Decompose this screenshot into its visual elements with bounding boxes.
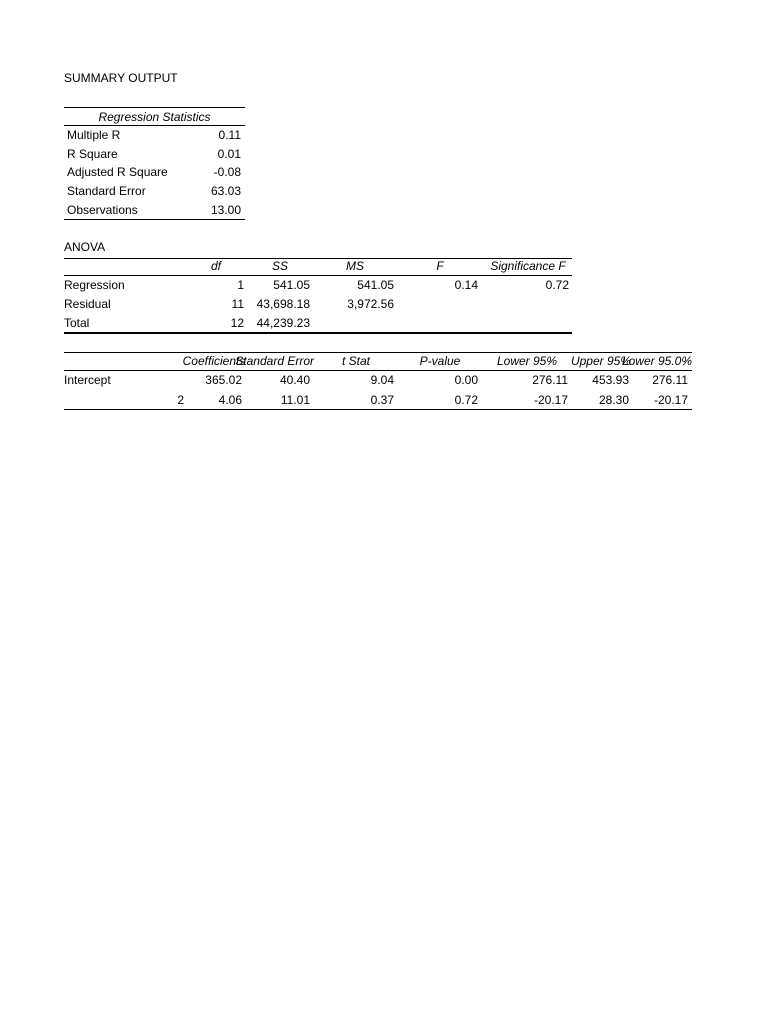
coef-header-p-value: P-value [419,354,461,368]
coef-header-std-error [235,354,314,368]
regstat-label-adj-r-square: Adjusted R Square [67,165,168,179]
anova-header-border [64,275,572,276]
anova-residual-df: 11 [231,297,244,311]
regstat-value-std-error: 63.03 [210,184,241,198]
coef-header-coefficients: Coefficients [182,354,246,368]
coef-row2-lower: -20.17 [533,393,568,407]
coef-row2-coef: 4.06 [218,393,242,407]
coef-header-lower-95-0 [621,354,692,368]
coef-row2-upper: 28.30 [598,393,629,407]
anova-total-df: 12 [230,316,244,330]
coef-top-border [64,352,692,353]
anova-regression-ms: 541.05 [357,278,394,292]
regstat-value-adj-r-square: -0.08 [213,165,241,179]
anova-header-ss: SS [271,259,288,273]
coef-row2-lower2: -20.17 [653,393,688,407]
coef-intercept-coef: 365.02 [205,373,242,387]
coef-intercept-lower2: 276.11 [652,373,688,387]
coef-intercept-se: 40.40 [279,373,310,387]
anova-header-sig-f: Significance F [490,259,566,273]
coef-header-border [64,370,692,371]
anova-header-ms: MS [346,259,364,273]
anova-regression-ss: 541.05 [273,278,310,292]
anova-residual-ss: 43,698.18 [256,297,310,311]
regstat-header: Regression Statistics [98,110,211,124]
coef-row2-t: 0.37 [370,393,394,407]
coef-row-label-2: 2 [177,393,184,407]
anova-regression-df: 1 [237,278,244,292]
anova-header-df: df [210,259,221,273]
anova-bottom-border [64,332,572,334]
coef-header-lower-95: Lower 95% [496,354,558,368]
anova-total-ss: 44,239.23 [256,316,310,330]
coef-header-lower-95-0-text: Lower 95.0% [621,354,692,368]
coef-bottom-border [64,409,692,410]
regstat-label-r-square: R Square [67,147,118,161]
coef-header-t-stat: t Stat [341,354,370,368]
coef-row2-se: 11.01 [280,393,310,407]
regstat-label-std-error: Standard Error [67,184,146,198]
anova-title: ANOVA [64,240,106,254]
coef-header-upper-95: Upper 95% [570,354,632,368]
anova-regression-f: 0.14 [454,278,478,292]
anova-residual-ms: 3,972.56 [347,297,394,311]
anova-row-label-total: Total [64,316,90,330]
anova-regression-sig-f: 0.72 [545,278,569,292]
coef-row2-p: 0.72 [454,393,478,407]
coef-intercept-p: 0.00 [454,373,478,387]
regstat-value-observations: 13.00 [210,203,241,217]
regstat-label-multiple-r: Multiple R [67,128,121,142]
coef-row-label-intercept: Intercept [64,373,111,387]
regstat-bottom-border [64,219,245,220]
page-title: SUMMARY OUTPUT [64,71,178,85]
coef-intercept-upper: 453.93 [592,373,629,387]
anova-header-f: F [436,259,444,273]
regstat-top-border [64,107,245,108]
coef-intercept-t: 9.04 [370,373,394,387]
regstat-label-observations: Observations [67,203,138,217]
regstat-value-multiple-r: 0.11 [218,128,241,142]
coef-header-std-error-text: Standard Error [235,354,314,368]
regstat-value-r-square: 0.01 [217,147,241,161]
regstat-header-border [64,125,245,126]
anova-row-label-residual: Residual [64,297,111,311]
anova-row-label-regression: Regression [64,278,125,292]
coef-intercept-lower: 276.11 [532,373,568,387]
